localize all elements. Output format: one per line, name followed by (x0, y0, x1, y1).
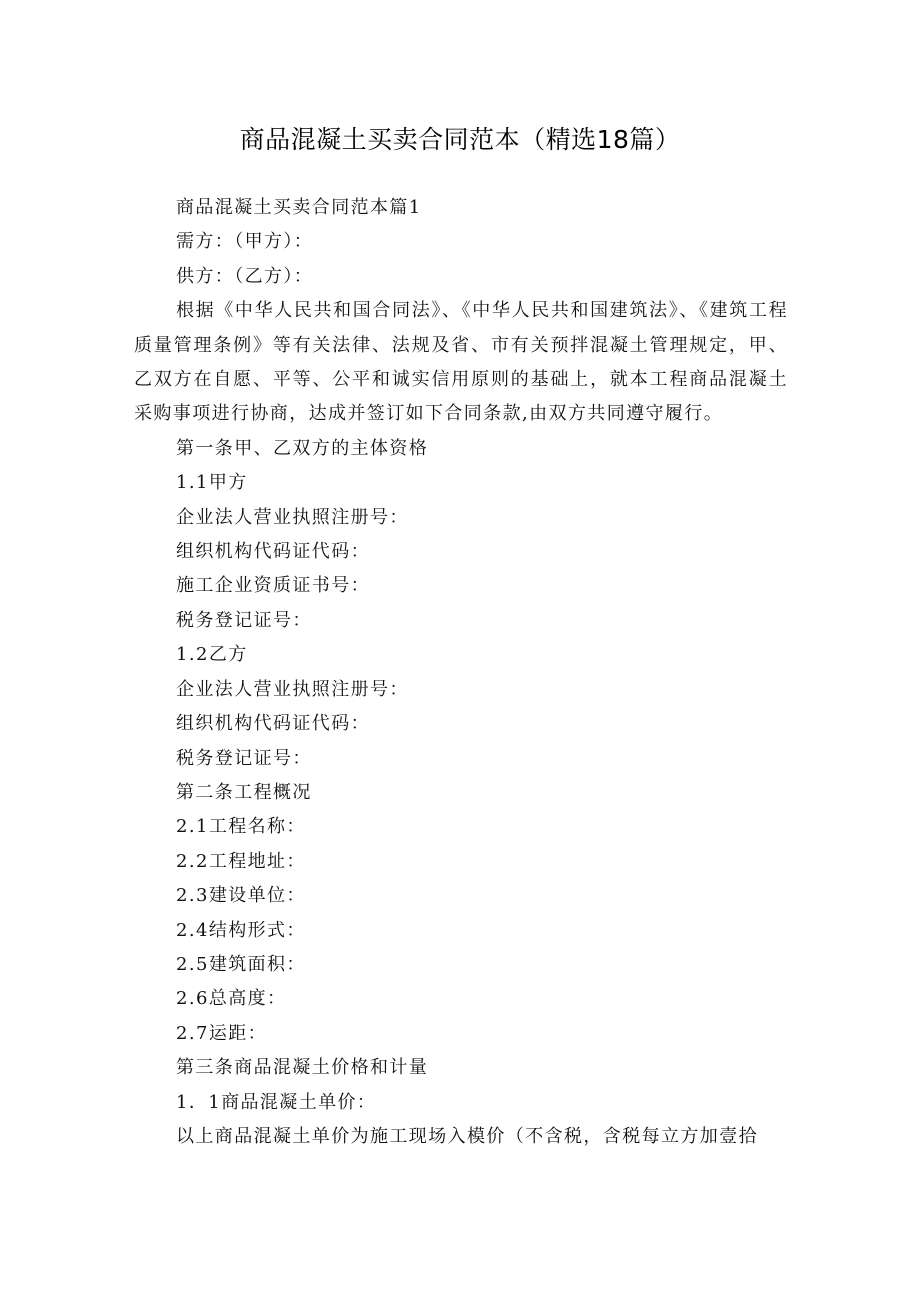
document-title: 商品混凝土买卖合同范本（精选18篇） (239, 125, 681, 154)
text-line: 2.3建设单位： (176, 885, 306, 907)
text-line: 2.5建筑面积： (176, 953, 306, 975)
section-heading: 商品混凝土买卖合同范本篇1 (176, 197, 422, 218)
text-line: 1.1甲方 (176, 472, 248, 494)
text-line: 2.4结构形式： (176, 919, 306, 941)
text-line: 需方：（甲方）： (176, 231, 314, 253)
text-line: 企业法人营业执照注册号： (176, 678, 409, 700)
clause-heading: 第一条甲、乙双方的主体资格 (176, 437, 429, 459)
text-line: 税务登记证号： (176, 609, 312, 631)
document-body (134, 191, 788, 1154)
text-line: 2.2工程地址： (176, 850, 306, 872)
body-paragraph: 根据《中华人民共和国合同法》、《中华人民共和国建筑法》、《建筑工程质量管理条例》等有关法律、法规及省、市有关预拌混凝土管理规定，甲、乙双方在自愿、平等、公平和诚实信用原则的基础上，就本工程商品混凝土采购事项进行协商，达成并签订如下合同条款,由双方共同遵守履行。 (134, 300, 788, 425)
text-line: 企业法人营业执照注册号： (176, 506, 409, 528)
text-line: 供方：（乙方）： (176, 265, 314, 287)
text-line: 施工企业资质证书号： (176, 575, 370, 597)
text-line: 1．1商品混凝土单价： (176, 1091, 377, 1113)
text-line: 2.7运距： (176, 1022, 268, 1044)
text-line: 组织机构代码证代码： (176, 713, 370, 735)
text-line: 以上商品混凝土单价为施工现场入模价（不含税，含税每立方加壹拾 (176, 1125, 758, 1147)
text-line: 2.1工程名称： (176, 816, 306, 838)
text-line: 2.6总高度： (176, 988, 287, 1010)
clause-heading: 第三条商品混凝土价格和计量 (176, 1057, 429, 1079)
text-line: 1.2乙方 (176, 644, 248, 666)
clause-heading: 第二条工程概况 (176, 781, 312, 803)
text-line: 税务登记证号： (176, 747, 312, 769)
text-line: 组织机构代码证代码： (176, 541, 370, 563)
